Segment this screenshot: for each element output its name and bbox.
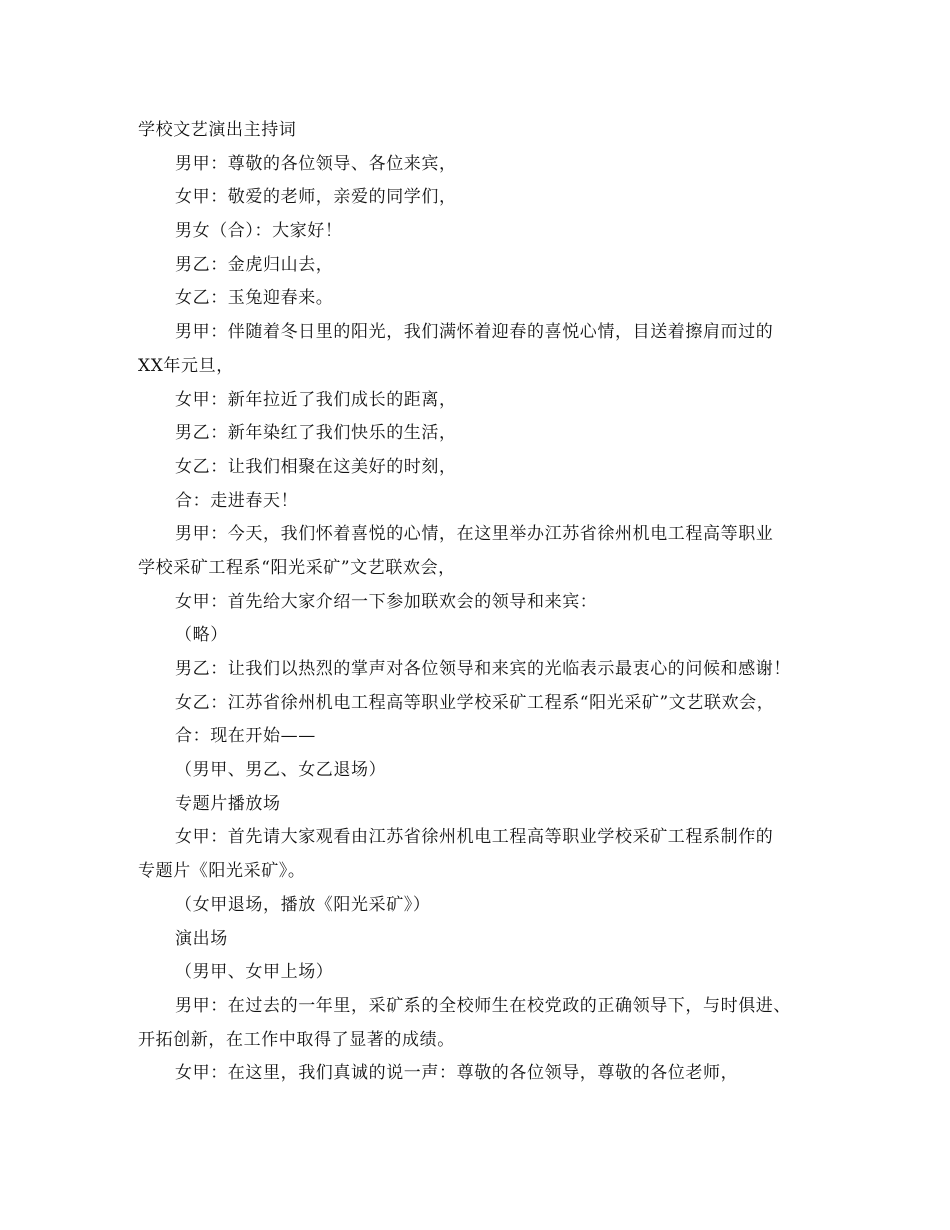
paragraph-line: （略）: [175, 625, 228, 646]
paragraph-line: 女甲：首先给大家介绍一下参加联欢会的领导和来宾：: [175, 591, 598, 612]
paragraph-line: 男甲：尊敬的各位领导、各位来宾，: [175, 153, 457, 174]
paragraph-line: 演出场: [175, 928, 228, 949]
paragraph-line: 女甲：新年拉近了我们成长的距离，: [175, 389, 457, 410]
paragraph-line: 专题片《阳光采矿》。: [138, 861, 306, 882]
paragraph-line: 男乙：金虎归山去，: [175, 254, 334, 275]
paragraph-line: 男乙：新年染红了我们快乐的生活，: [175, 423, 457, 444]
paragraph-line: 学校采矿工程系“阳光采矿”文艺联欢会，: [138, 557, 456, 578]
paragraph-line: 男甲：在过去的一年里，采矿系的全校师生在校党政的正确领导下，与时俱进、: [175, 995, 791, 1016]
paragraph-line: 专题片播放场: [175, 793, 281, 814]
document-title: 学校文艺演出主持词: [138, 120, 297, 140]
paragraph-line: 开拓创新，在工作中取得了显著的成绩。: [138, 1029, 455, 1050]
paragraph-list: [138, 148, 818, 1091]
paragraph-line: 女乙：江苏省徐州机电工程高等职业学校采矿工程系“阳光采矿”文艺联欢会，: [175, 692, 775, 713]
paragraph-line: 女乙：玉兔迎春来。: [175, 288, 334, 309]
paragraph-line: （男甲、男乙、女乙退场）: [175, 760, 387, 781]
paragraph-line: 男甲：今天，我们怀着喜悦的心情，在这里举办江苏省徐州机电工程高等职业: [175, 524, 774, 545]
paragraph-line: 女甲：敬爱的老师，亲爱的同学们，: [175, 187, 457, 208]
paragraph-line: 男乙：让我们以热烈的掌声对各位领导和来宾的光临表示最衷心的问候和感谢！: [175, 659, 791, 679]
paragraph-line: 男甲：伴随着冬日里的阳光，我们满怀着迎春的喜悦心情，目送着擦肩而过的: [175, 322, 774, 343]
paragraph-line: 女乙：让我们相聚在这美好的时刻，: [175, 456, 457, 477]
paragraph-line: （男甲、女甲上场）: [175, 962, 334, 983]
paragraph-line: 合：走进春天！: [175, 490, 299, 511]
paragraph-line: 合：现在开始——: [175, 726, 316, 747]
document-body: [138, 114, 818, 1091]
paragraph-line: （女甲退场，播放《阳光采矿》）: [175, 894, 431, 915]
paragraph-line: XX年元旦，: [138, 355, 234, 376]
paragraph-line: 男女（合）：大家好！: [175, 221, 343, 242]
paragraph-line: 女甲：首先请大家观看由江苏省徐州机电工程高等职业学校采矿工程系制作的: [175, 827, 774, 848]
paragraph-line: 女甲：在这里，我们真诚的说一声：尊敬的各位领导，尊敬的各位老师，: [175, 1063, 739, 1084]
